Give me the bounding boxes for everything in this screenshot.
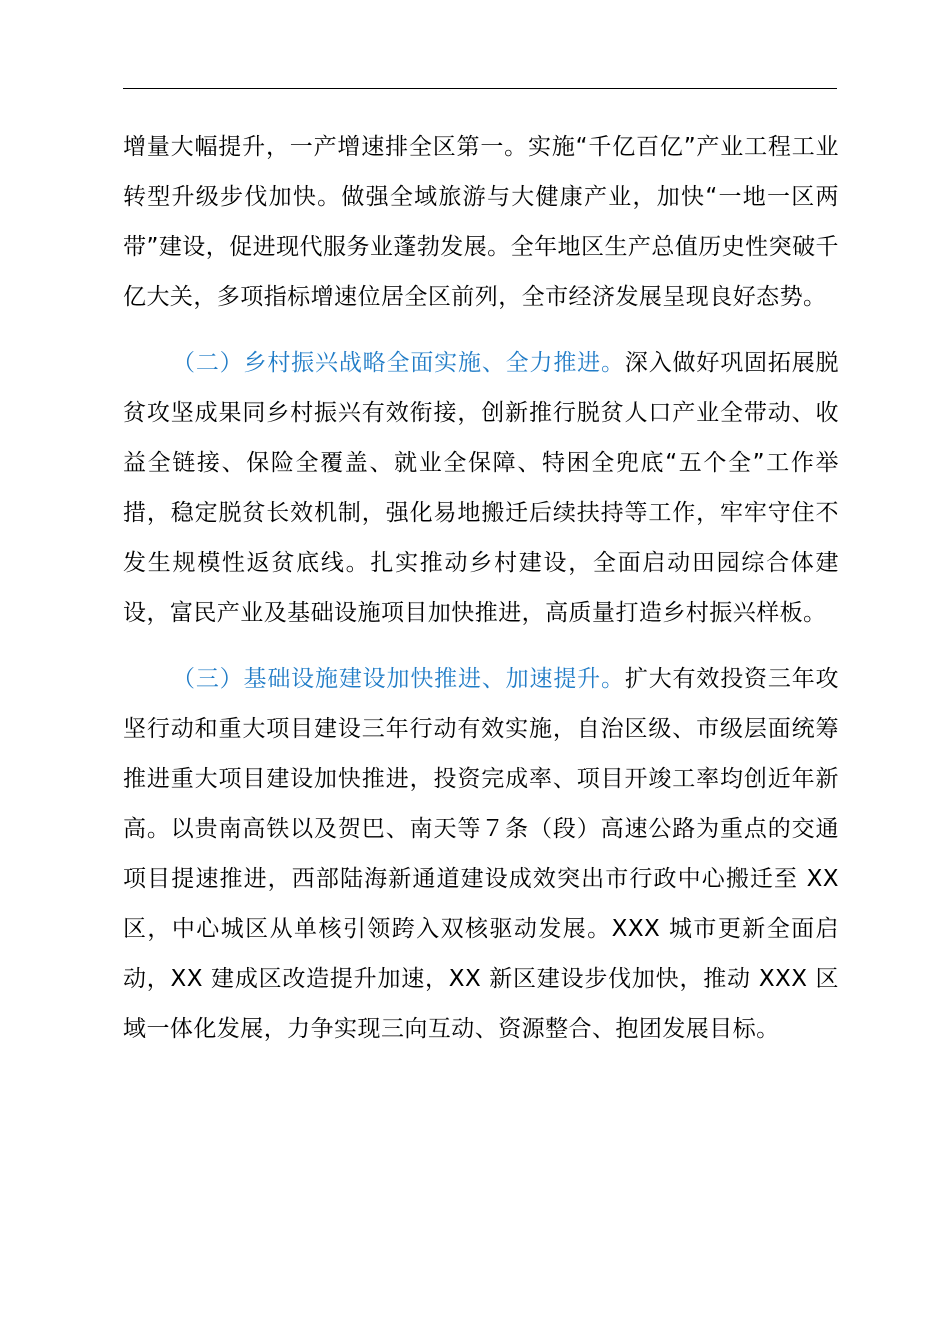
paragraph-text: 扩大有效投资三年攻坚行动和重大项目建设三年行动有效实施，自治区级、市级层面统筹推进重大项目建设加快推进，投资完成率、项目开竣工率均创近年新高。以贵南高铁以及贺巴、南天等７条（段）高速公路为重点的交通项目提速推进，西部陆海新通道建设成效突出市行政中心搬迁至 XX 区，中心城区从单核引领跨入双核驱动发展。XXX 城市更新全面启动，XX 建成区改造提升加速，XX 新区建设步伐加快，推动 XXX 区域一体化发展，力争实现三向互动、资源整合、抱团发展目标。 bbox=[123, 666, 839, 1042]
document-body bbox=[123, 122, 839, 1054]
paragraph-infrastructure bbox=[123, 654, 839, 1054]
paragraph-rural-revitalization bbox=[123, 338, 839, 638]
paragraph-economy-summary bbox=[123, 122, 839, 322]
section-heading-3: （三）基础设施建设加快推进、加速提升。 bbox=[172, 666, 625, 692]
paragraph-text: 增量大幅提升，一产增速排全区第一。实施“千亿百亿”产业工程工业转型升级步伐加快。做强全域旅游与大健康产业，加快“一地一区两带”建设，促进现代服务业蓬勃发展。全年地区生产总值历史性突破千亿大关，多项指标增速位居全区前列，全市经济发展呈现良好态势。 bbox=[123, 134, 839, 310]
section-heading-2: （二）乡村振兴战略全面实施、全力推进。 bbox=[172, 350, 625, 376]
paragraph-text: 深入做好巩固拓展脱贫攻坚成果同乡村振兴有效衔接，创新推行脱贫人口产业全带动、收益全链接、保险全覆盖、就业全保障、特困全兜底“五个全”工作举措，稳定脱贫长效机制，强化易地搬迁后续扶持等工作，牢牢守住不发生规模性返贫底线。扎实推动乡村建设，全面启动田园综合体建设，富民产业及基础设施项目加快推进，高质量打造乡村振兴样板。 bbox=[123, 350, 839, 626]
header-rule bbox=[123, 88, 837, 89]
